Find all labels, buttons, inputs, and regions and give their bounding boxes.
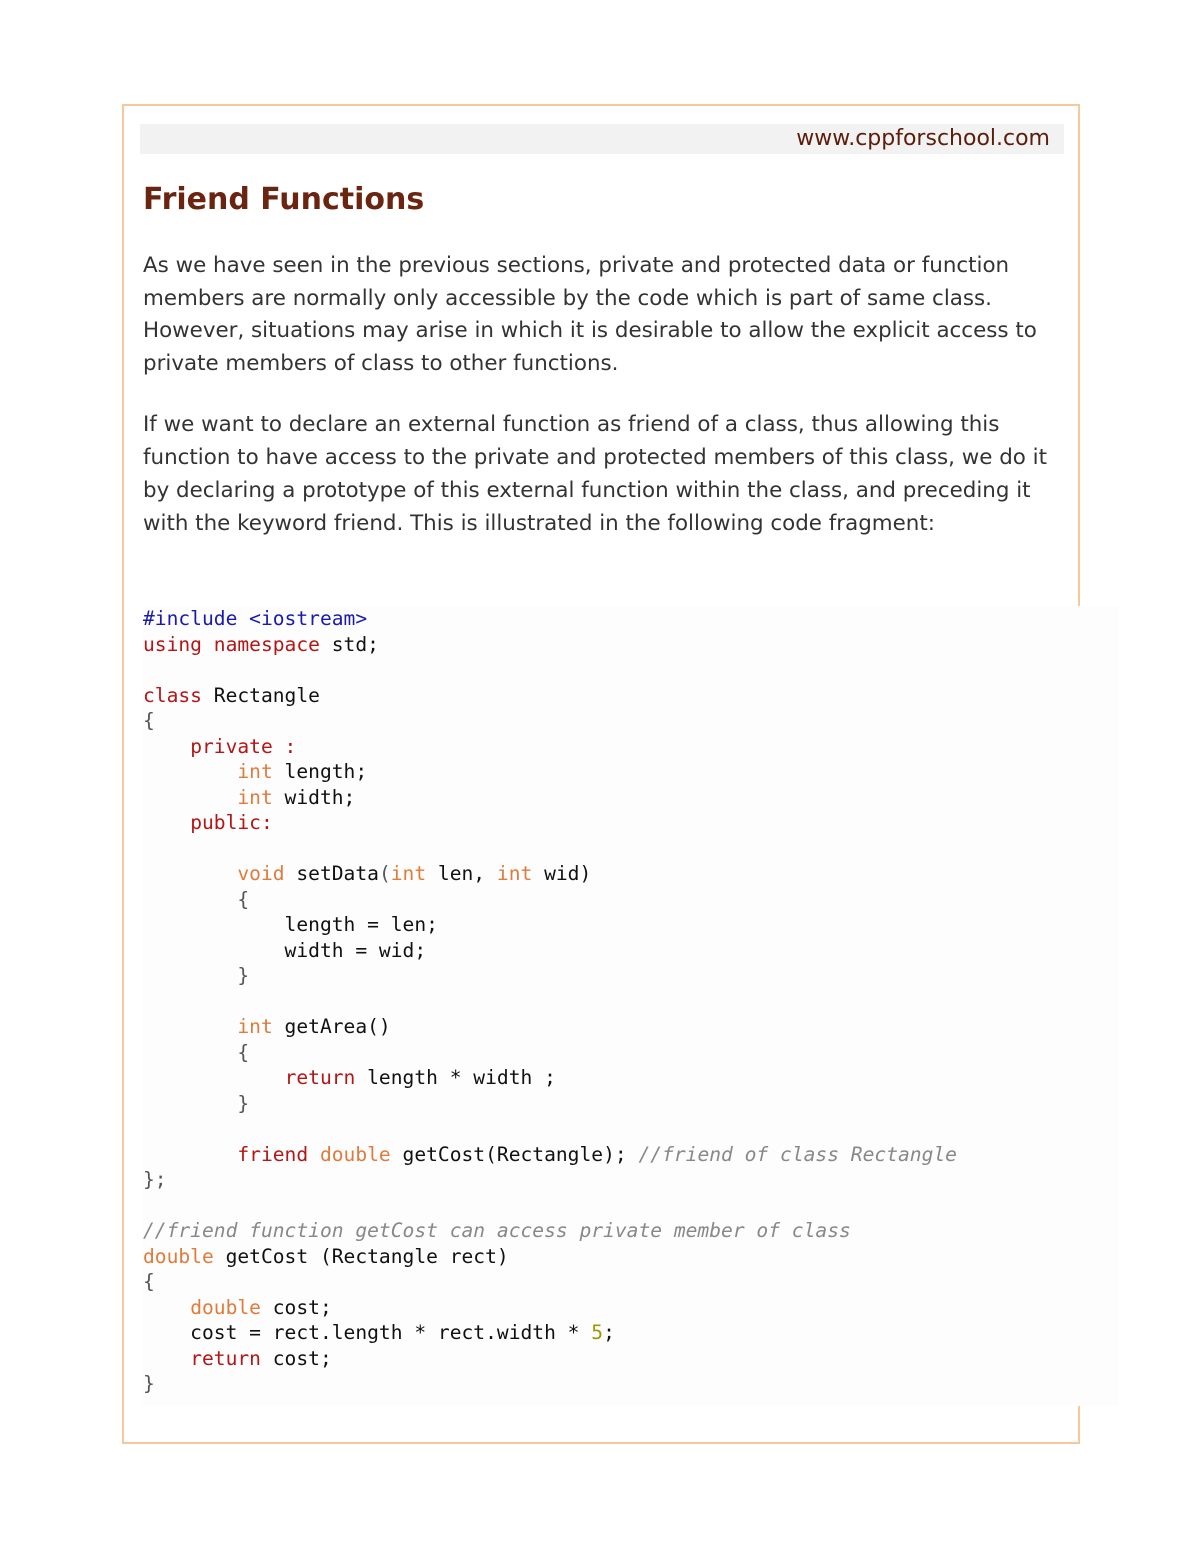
code-token: #include <iostream>: [143, 607, 368, 630]
code-line: [143, 1244, 1118, 1270]
code-token: [143, 1015, 237, 1038]
code-line: [143, 632, 1118, 658]
code-token: getCost(Rectangle);: [390, 1142, 639, 1166]
code-token: Rectangle: [201, 683, 320, 707]
code-token: [143, 811, 190, 834]
code-comment: //friend of class Rectangle: [638, 1142, 957, 1166]
code-line: [143, 810, 1118, 836]
code-token: {: [143, 1270, 155, 1293]
code-token: double: [319, 1142, 391, 1166]
code-token: int: [237, 760, 273, 783]
friend-declaration-paragraph: If we want to declare an external function as friend of a class, thus allowing this function to have access to the private and protected members of this class, we do it by declaring a prototype of this external function within the class, and preceding it with the keyword friend. This is illustrated in the following code fragment:: [143, 412, 1047, 536]
code-number: 5: [591, 1321, 604, 1344]
code-token: ;: [603, 1321, 615, 1344]
code-token: };: [143, 1168, 167, 1191]
code-token: int: [390, 862, 427, 885]
code-token: int: [237, 1015, 273, 1038]
code-line: [143, 1346, 1118, 1372]
code-comment: //friend function getCost can access private member of class: [143, 1219, 851, 1242]
code-line: [143, 836, 1118, 862]
code-line: [143, 963, 1118, 989]
code-line: [143, 1218, 1118, 1244]
code-token: setData: [284, 862, 379, 885]
code-line: [143, 683, 1118, 709]
code-token: {: [143, 1040, 250, 1064]
code-line: [143, 1269, 1118, 1295]
code-token: [143, 1296, 190, 1319]
code-token: return: [284, 1066, 356, 1089]
code-token: class: [143, 683, 202, 707]
code-token: }: [143, 964, 250, 987]
code-token: wid): [532, 862, 592, 885]
code-token: length = len;: [143, 913, 438, 936]
code-token: void: [237, 862, 285, 885]
code-token: getCost (Rectangle rect): [213, 1244, 509, 1268]
code-token: cost;: [260, 1346, 332, 1370]
code-line: [143, 1193, 1118, 1219]
code-line: [143, 1167, 1118, 1193]
code-token: width;: [272, 785, 356, 809]
code-line: [143, 1065, 1118, 1091]
code-token: [143, 1347, 190, 1370]
code-line: [143, 1295, 1118, 1321]
code-token: friend: [237, 1142, 309, 1166]
code-line: [143, 938, 1118, 964]
code-line: [143, 1091, 1118, 1117]
code-line: [143, 1320, 1118, 1346]
code-line: [143, 1014, 1118, 1040]
code-token: getArea(): [272, 1015, 391, 1038]
code-token: double: [143, 1244, 214, 1268]
code-line: [143, 989, 1118, 1015]
code-token: len,: [426, 862, 497, 885]
code-token: public:: [190, 811, 273, 834]
code-line: [143, 887, 1118, 913]
code-token: {: [143, 887, 250, 911]
code-token: length;: [272, 760, 368, 783]
code-token: int: [237, 785, 273, 809]
code-token: (: [378, 862, 391, 885]
code-line: [143, 1371, 1118, 1397]
code-line: [143, 785, 1118, 811]
code-token: [143, 1143, 237, 1166]
code-token: }: [143, 1091, 250, 1115]
code-token: return: [190, 1346, 261, 1370]
code-line: [143, 1040, 1118, 1066]
code-token: [143, 786, 237, 809]
code-token: std;: [319, 632, 379, 656]
code-line: [143, 734, 1118, 760]
site-header-bar: [140, 124, 1064, 154]
code-line: [143, 657, 1118, 683]
code-token: length * width ;: [355, 1066, 556, 1089]
code-token: [143, 735, 190, 758]
code-line: [143, 861, 1118, 887]
page-frame: [122, 104, 1080, 1444]
code-line: [143, 912, 1118, 938]
code-line: [143, 1116, 1118, 1142]
code-line: [143, 1142, 1118, 1168]
page-title: Friend Functions: [143, 182, 425, 217]
code-token: {: [143, 709, 155, 732]
code-token: cost = rect.length * rect.width *: [143, 1321, 592, 1344]
code-token: [143, 862, 237, 885]
code-block: [143, 606, 1118, 1406]
code-token: [143, 760, 237, 783]
site-url[interactable]: www.cppforschool.com: [796, 126, 1050, 151]
intro-paragraph: As we have seen in the previous sections, private and protected data or function members are normally only accessible by the code which is part of same class. However, situations may arise in which it is desirable to allow the explicit access to private members of class to other functions.: [143, 253, 1037, 376]
code-line: [143, 759, 1118, 785]
code-line: [143, 606, 1118, 632]
code-token: using namespace: [143, 632, 320, 656]
code-token: double: [190, 1295, 261, 1319]
code-token: int: [496, 862, 533, 885]
code-token: [143, 1066, 285, 1089]
code-token: }: [143, 1372, 155, 1395]
code-token: cost;: [260, 1295, 332, 1319]
code-token: private :: [190, 734, 297, 758]
code-token: width = wid;: [143, 938, 427, 962]
code-line: [143, 708, 1118, 734]
code-token: [308, 1143, 320, 1166]
